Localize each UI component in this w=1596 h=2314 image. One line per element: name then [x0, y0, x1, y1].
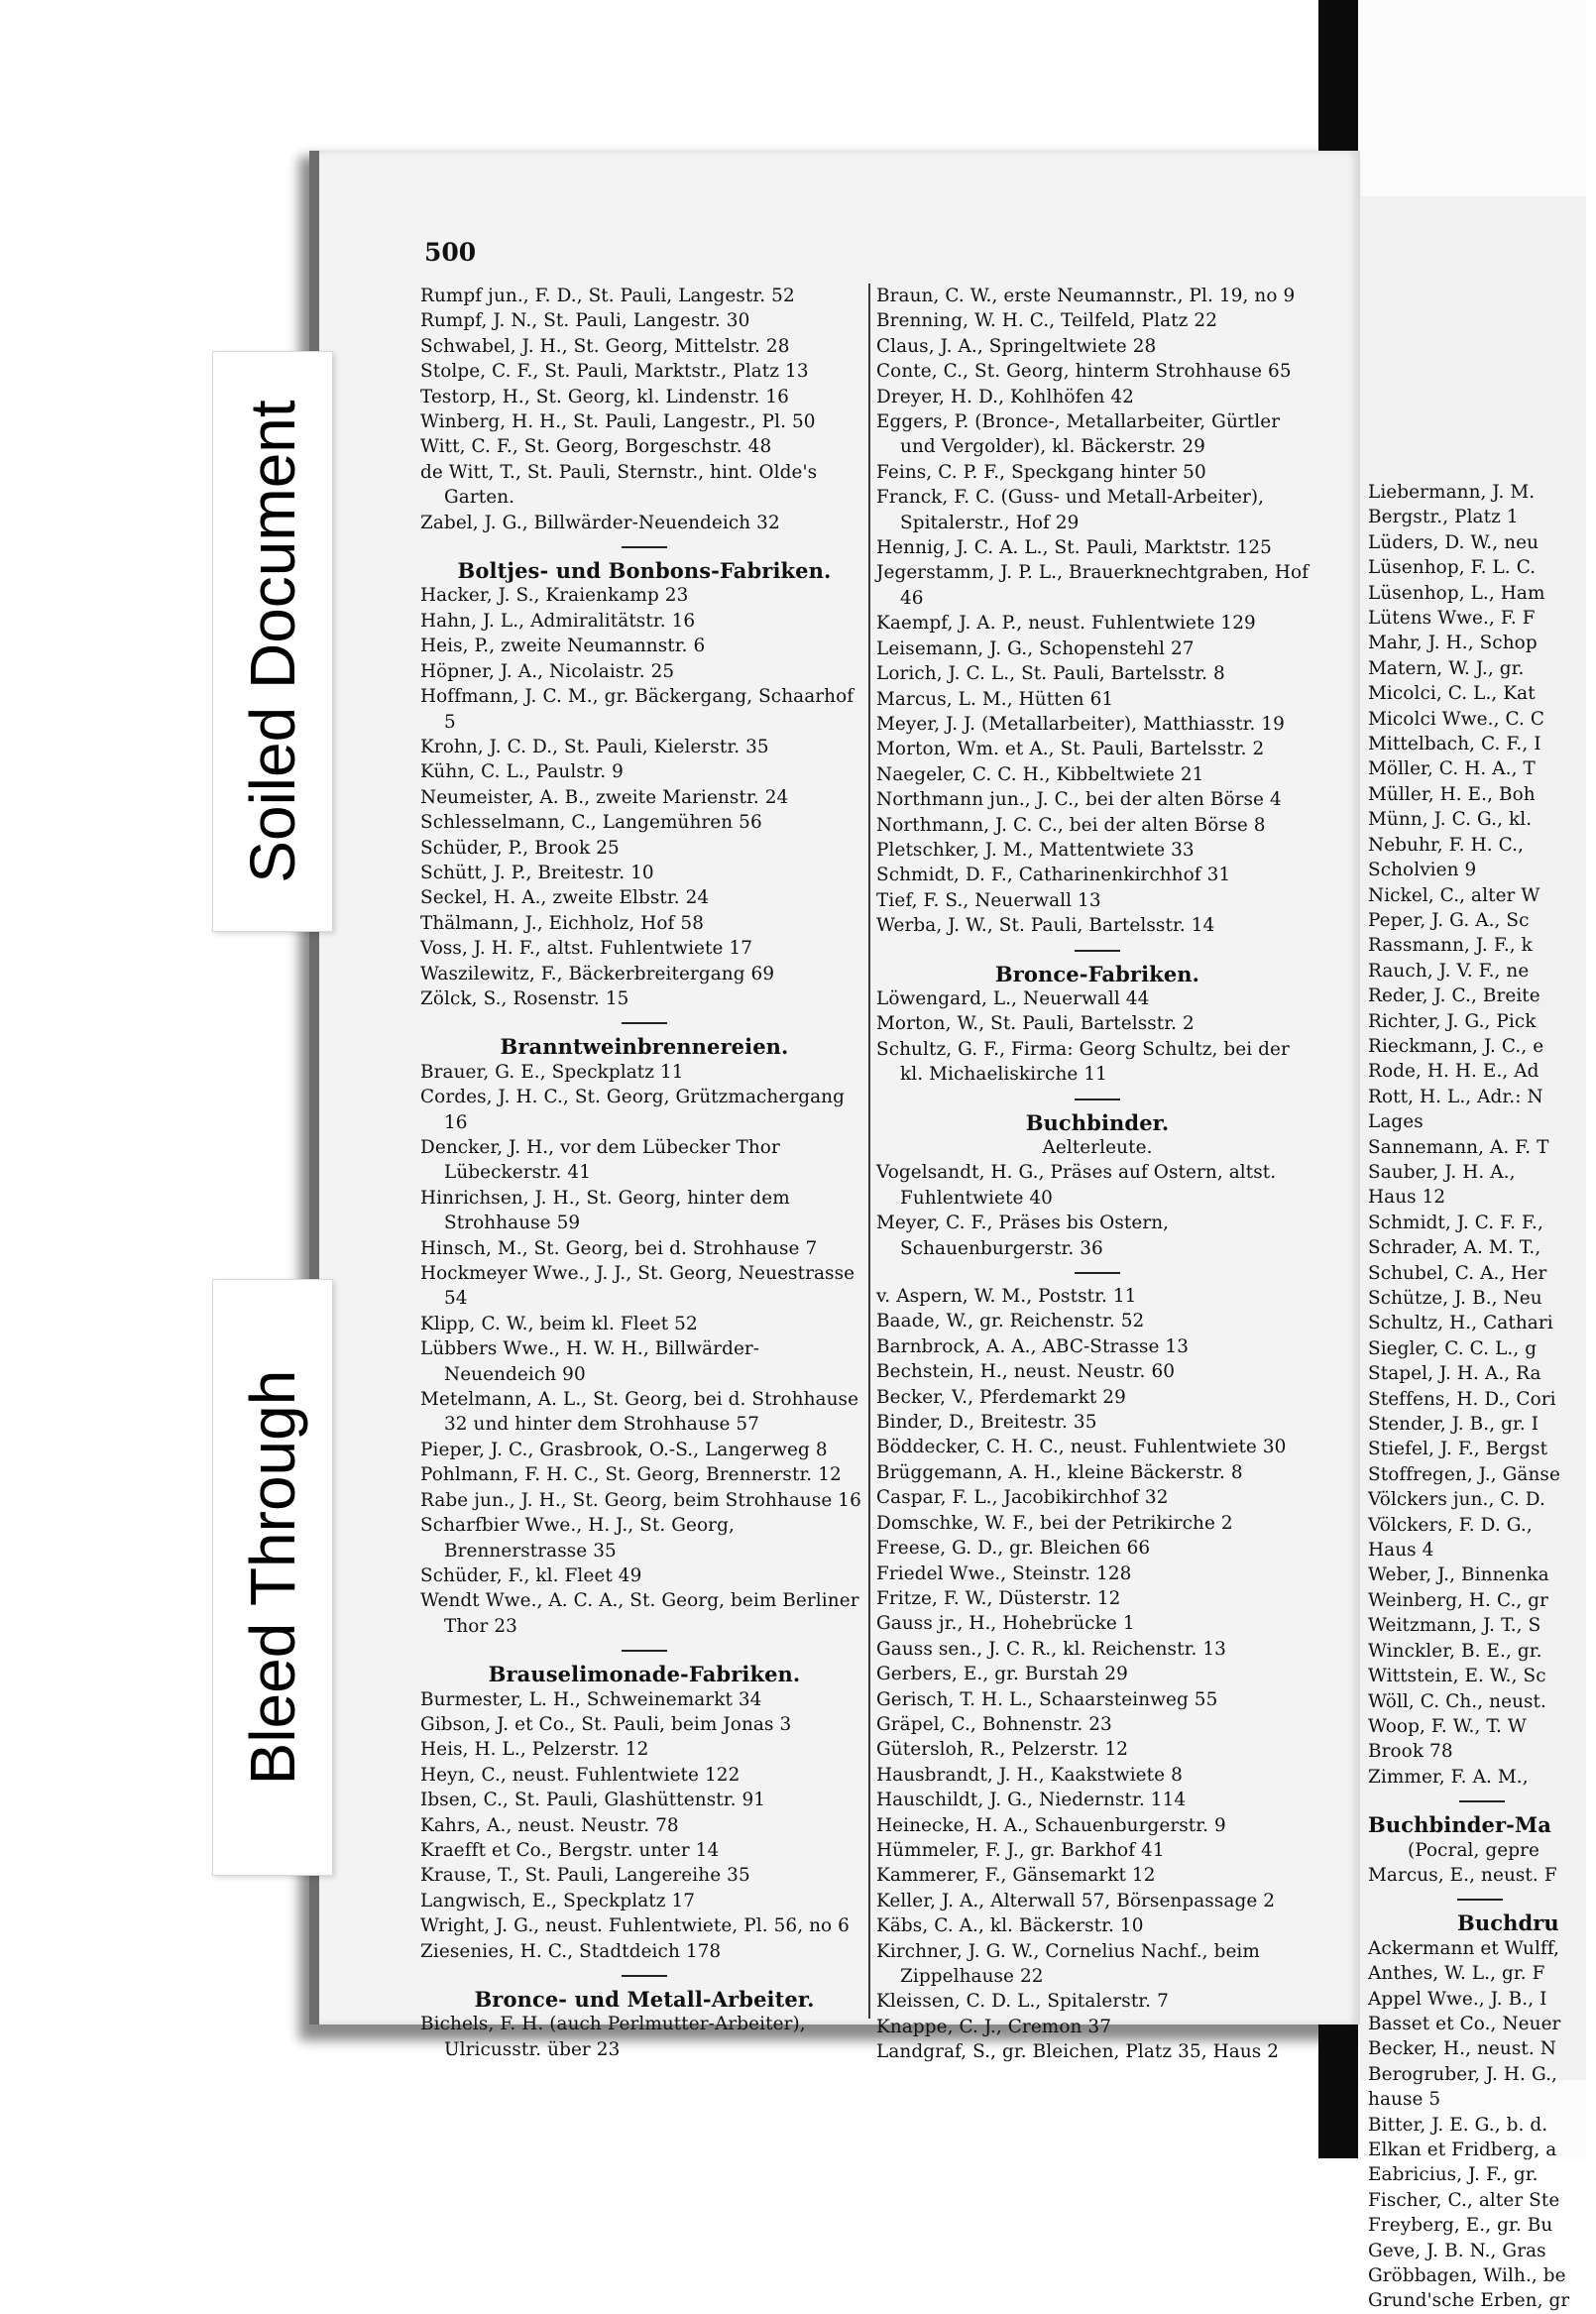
- directory-entry: Gerisch, T. H. L., Schaarsteinweg 55: [876, 1688, 1218, 1710]
- section-heading: Brauselimonade-Fabriken.: [488, 1662, 801, 1687]
- directory-entry: Fritze, F. W., Düsterstr. 12: [876, 1587, 1121, 1609]
- directory-entry: Thälmann, J., Eichholz, Hof 58: [420, 912, 705, 934]
- directory-entry: Nebuhr, F. H. C.,: [1368, 834, 1525, 856]
- directory-entry: Schütt, J. P., Breitestr. 10: [420, 862, 654, 883]
- section-rule: [622, 1975, 667, 1977]
- directory-entry: Rauch, J. V. F., ne: [1368, 960, 1530, 982]
- section-heading: Boltjes- und Bonbons-Fabriken.: [457, 558, 832, 584]
- directory-entry: Ackermann et Wulff,: [1368, 1937, 1560, 1959]
- directory-entry: Klipp, C. W., beim kl. Fleet 52: [420, 1313, 698, 1334]
- directory-entry: Becker, H., neust. N: [1368, 2038, 1556, 2060]
- directory-entry: Möller, C. H. A., T: [1368, 758, 1536, 780]
- directory-entry: Schultz, H., Cathari: [1368, 1313, 1553, 1334]
- directory-entry: Hausbrandt, J. H., Kaakstwiete 8: [876, 1764, 1183, 1786]
- directory-entry: Schüder, P., Brook 25: [420, 837, 620, 859]
- directory-entry: Bechstein, H., neust. Neustr. 60: [876, 1361, 1176, 1383]
- directory-entry: Weinberg, H. C., gr: [1368, 1589, 1549, 1611]
- section-rule: [622, 546, 667, 548]
- directory-entry: Schütze, J. B., Neu: [1368, 1288, 1542, 1309]
- entries-column3-c: [1368, 1936, 1596, 2314]
- directory-entry: Brook 78: [1368, 1741, 1453, 1763]
- section-rule: [1459, 1800, 1505, 1802]
- directory-entry: Wöll, C. Ch., neust.: [1368, 1690, 1546, 1712]
- directory-entry: Hennig, J. C. A. L., St. Pauli, Marktstr. 125: [876, 537, 1272, 559]
- directory-entry: Micolci, C. L., Kat: [1368, 683, 1536, 705]
- directory-entry: Gröbbagen, Wilh., be: [1368, 2265, 1566, 2287]
- directory-entry: Krause, T., St. Pauli, Langereihe 35: [420, 1865, 750, 1887]
- directory-entry: Löwengard, L., Neuerwall 44: [876, 987, 1150, 1009]
- directory-entry: Stoffregen, J., Gänse: [1368, 1463, 1560, 1485]
- directory-entry: Schüder, F., kl. Fleet 49: [420, 1564, 642, 1586]
- facing-page-column: [1368, 480, 1596, 2314]
- directory-entry: Scharfbier Wwe., H. J., St. Georg, Brennerstrasse 35: [420, 1515, 735, 1562]
- directory-entry: Hauschildt, J. G., Niedernstr. 114: [876, 1790, 1187, 1811]
- directory-entry: Bergstr., Platz 1: [1368, 507, 1519, 528]
- directory-entry: Braun, C. W., erste Neumannstr., Pl. 19, no 9: [876, 286, 1296, 306]
- section-heading: Bronce-Fabriken.: [994, 961, 1200, 986]
- directory-entry: Mahr, J. H., Schop: [1368, 633, 1538, 654]
- directory-entry: Schultz, G. F., Firma: Georg Schultz, bei der kl. Michaeliskirche 11: [876, 1038, 1290, 1086]
- directory-entry: Weber, J., Binnenka: [1368, 1564, 1549, 1586]
- column-left: [420, 284, 868, 2062]
- directory-entry: Rabe jun., J. H., St. Georg, beim Strohhause 16: [420, 1489, 861, 1511]
- directory-entry: Woop, F. W., T. W: [1368, 1715, 1527, 1737]
- directory-entry: Zimmer, F. A. M.,: [1368, 1766, 1529, 1788]
- directory-entry: Geve, J. B. N., Gras: [1368, 2240, 1546, 2261]
- entries-column2-a: [876, 284, 1318, 939]
- directory-entry: Eabricius, J. F., gr.: [1368, 2164, 1539, 2186]
- entries-column1-d: [420, 1687, 868, 1964]
- directory-entry: Zölck, S., Rosenstr. 15: [420, 987, 629, 1009]
- directory-entry: Metelmann, A. L., St. Georg, bei d. Strohhause 32 und hinter dem Strohhause 57: [420, 1389, 859, 1436]
- directory-entry: Stender, J. B., gr. I: [1368, 1414, 1539, 1436]
- directory-entry: Hümmeler, F. J., gr. Barkhof 41: [876, 1839, 1165, 1861]
- section-rule: [622, 1650, 667, 1652]
- directory-entry: Schmidt, D. F., Catharinenkirchhof 31: [876, 865, 1231, 886]
- directory-entry: Morton, Wm. et A., St. Pauli, Bartelsstr. 2: [876, 739, 1265, 760]
- directory-entry: Schubel, C. A., Her: [1368, 1262, 1547, 1284]
- directory-entry: Seckel, H. A., zweite Elbstr. 24: [420, 887, 710, 909]
- directory-entry: Heinecke, H. A., Schauenburgerstr. 9: [876, 1814, 1226, 1836]
- directory-entry: Northmann jun., J. C., bei der alten Börse 4: [876, 789, 1282, 811]
- section-rule: [1457, 1899, 1503, 1901]
- directory-entry: Zabel, J. G., Billwärder-Neuendeich 32: [420, 512, 780, 533]
- directory-entry: Ziesenies, H. C., Stadtdeich 178: [420, 1940, 722, 1962]
- directory-entry: Franck, F. C. (Guss- und Metall-Arbeiter), Spitalerstr., Hof 29: [876, 487, 1265, 533]
- section-subheading: (Pocral, gepre: [1408, 1839, 1540, 1861]
- entries-column2-d: [876, 1284, 1318, 2065]
- directory-entry: Schwabel, J. H., St. Georg, Mittelstr. 28: [420, 335, 790, 357]
- directory-entry: Keller, J. A., Alterwall 57, Börsenpassage 2: [876, 1890, 1276, 1911]
- directory-entry: Reder, J. C., Breite: [1368, 985, 1540, 1007]
- section-rule: [622, 1022, 667, 1024]
- directory-entry: v. Aspern, W. M., Poststr. 11: [876, 1286, 1137, 1308]
- directory-entry: Waszilewitz, F., Bäckerbreitergang 69: [420, 963, 775, 984]
- directory-entry: Hacker, J. S., Kraienkamp 23: [420, 585, 689, 607]
- directory-entry: Gerbers, E., gr. Burstah 29: [876, 1664, 1128, 1685]
- directory-entry: Rode, H. H. E., Ad: [1368, 1061, 1539, 1083]
- soiled-document-label: [212, 351, 333, 932]
- directory-entry: Haus 12: [1368, 1187, 1446, 1209]
- directory-entry: Dreyer, H. D., Kohlhöfen 42: [876, 386, 1134, 407]
- directory-entry: Münn, J. C. G., kl.: [1368, 809, 1533, 831]
- directory-entry: Weitzmann, J. T., S: [1368, 1615, 1541, 1637]
- section-heading: Buchdru: [1457, 1910, 1559, 1936]
- directory-entry: Mittelbach, C. F., I: [1368, 734, 1541, 755]
- directory-entry: Binder, D., Breitestr. 35: [876, 1412, 1097, 1434]
- directory-entry: Wright, J. G., neust. Fuhlentwiete, Pl. 56, no 6: [420, 1915, 850, 1937]
- directory-entry: Lübbers Wwe., H. W. H., Billwärder-Neuendeich 90: [420, 1338, 760, 1385]
- directory-entry: Conte, C., St. Georg, hinterm Strohhause 65: [876, 361, 1292, 383]
- directory-entry: Nickel, C., alter W: [1368, 884, 1540, 906]
- directory-entry: Elkan et Fridberg, a: [1368, 2140, 1557, 2160]
- directory-entry: Pieper, J. C., Grasbrook, O.-S., Langerweg 8: [420, 1439, 828, 1460]
- directory-entry: Schrader, A. M. T.,: [1368, 1237, 1541, 1259]
- directory-entry: Freese, G. D., gr. Bleichen 66: [876, 1538, 1151, 1560]
- directory-entry: Sauber, J. H. A.,: [1368, 1161, 1516, 1183]
- directory-entry: Winberg, H. H., St. Pauli, Langestr., Pl. 50: [420, 411, 816, 433]
- directory-entry: Böddecker, C. H. C., neust. Fuhlentwiete 30: [876, 1437, 1287, 1458]
- directory-entry: Krohn, J. C. D., St. Pauli, Kielerstr. 35: [420, 736, 769, 757]
- column-right: [876, 284, 1318, 2065]
- directory-entry: Leisemann, J. G., Schopenstehl 27: [876, 637, 1195, 659]
- directory-entry: Winckler, B. E., gr.: [1368, 1640, 1542, 1662]
- directory-entry: Hoffmann, J. C. M., gr. Bäckergang, Schaarhof 5: [420, 686, 855, 733]
- entries-column1-e: [420, 2012, 868, 2062]
- directory-entry: Grund'sche Erben, gr: [1368, 2290, 1570, 2312]
- entries-column1-c: [420, 1060, 868, 1639]
- directory-entry: Müller, H. E., Boh: [1368, 783, 1536, 805]
- directory-entry: Pohlmann, F. H. C., St. Georg, Brennerstr. 12: [420, 1464, 842, 1486]
- directory-entry: Meyer, J. J. (Metallarbeiter), Matthiasstr. 19: [876, 713, 1285, 735]
- directory-entry: Gütersloh, R., Pelzerstr. 12: [876, 1739, 1129, 1761]
- section-heading: Bronce- und Metall-Arbeiter.: [474, 1987, 815, 2012]
- directory-entry: Hinrichsen, J. H., St. Georg, hinter dem Strohhause 59: [420, 1187, 790, 1234]
- column-divider: [868, 284, 870, 2019]
- directory-entry: Rumpf, J. N., St. Pauli, Langestr. 30: [420, 310, 750, 332]
- directory-entry: Witt, C. F., St. Georg, Borgeschstr. 48: [420, 436, 772, 458]
- directory-entry: Hahn, J. L., Admiralitätstr. 16: [420, 610, 696, 632]
- page-number: 500: [424, 238, 477, 267]
- directory-entry: Eggers, P. (Bronce-, Metallarbeiter, Gürtler und Vergolder), kl. Bäckerstr. 29: [876, 411, 1281, 458]
- directory-entry: Sannemann, A. F. T: [1368, 1136, 1549, 1158]
- directory-entry: Völckers jun., C. D.: [1368, 1489, 1545, 1511]
- directory-entry: Brenning, W. H. C., Teilfeld, Platz 22: [876, 310, 1217, 332]
- directory-entry: Lüsenhop, F. L. C.: [1368, 557, 1537, 579]
- directory-entry: Stapel, J. H. A., Ra: [1368, 1363, 1541, 1385]
- entries-column1-b: [420, 583, 868, 1011]
- directory-entry: Hockmeyer Wwe., J. J., St. Georg, Neuestrasse 54: [420, 1263, 855, 1310]
- section-rule: [1075, 1272, 1120, 1274]
- directory-entry: Kammerer, F., Gänsemarkt 12: [876, 1865, 1156, 1887]
- section-rule: [1075, 950, 1120, 952]
- directory-entry: Bitter, J. E. G., b. d.: [1368, 2114, 1548, 2136]
- directory-entry: Pletschker, J. M., Mattentwiete 33: [876, 839, 1195, 861]
- section-subheading: Aelterleute.: [1042, 1137, 1153, 1158]
- directory-entry: Voss, J. H. F., altst. Fuhlentwiete 17: [420, 938, 753, 960]
- directory-entry: Stolpe, C. F., St. Pauli, Marktstr., Platz 13: [420, 361, 809, 383]
- directory-entry: Hinsch, M., St. Georg, bei d. Strohhause 7: [420, 1237, 818, 1259]
- directory-entry: hause 5: [1368, 2089, 1441, 2111]
- directory-entry: Landgraf, S., gr. Bleichen, Platz 35, Haus 2: [876, 2041, 1280, 2063]
- directory-entry: Brauer, G. E., Speckplatz 11: [420, 1061, 684, 1083]
- directory-entry: Schlesselmann, C., Langemühren 56: [420, 812, 762, 834]
- directory-entry: Heyn, C., neust. Fuhlentwiete 122: [420, 1764, 741, 1786]
- directory-entry: Berogruber, J. H. G.,: [1368, 2063, 1557, 2085]
- directory-entry: Friedel Wwe., Steinstr. 128: [876, 1562, 1132, 1584]
- directory-entry: Kühn, C. L., Paulstr. 9: [420, 761, 624, 783]
- directory-entry: Wittstein, E. W., Sc: [1368, 1666, 1546, 1687]
- directory-entry: Haus 4: [1368, 1540, 1434, 1562]
- directory-entry: Schmidt, J. C. F. F.,: [1368, 1212, 1543, 1233]
- directory-entry: Käbs, C. A., kl. Bäckerstr. 10: [876, 1915, 1144, 1937]
- directory-entry: Tief, F. S., Neuerwall 13: [876, 889, 1101, 911]
- directory-entry: Vogelsandt, H. G., Präses auf Ostern, altst. Fuhlentwiete 40: [876, 1162, 1277, 1209]
- bleed-through-label: [212, 1279, 333, 1876]
- directory-entry: Naegeler, C. C. H., Kibbeltwiete 21: [876, 763, 1204, 785]
- entries-column2-b: [876, 986, 1318, 1088]
- directory-entry: Fischer, C., alter Ste: [1368, 2189, 1560, 2211]
- directory-entry: Burmester, L. H., Schweinemarkt 34: [420, 1688, 762, 1710]
- directory-entry: Barnbrock, A. A., ABC-Strasse 13: [876, 1335, 1190, 1357]
- directory-entry: Kleissen, C. D. L., Spitalerstr. 7: [876, 1991, 1169, 2013]
- directory-entry: Becker, V., Pferdemarkt 29: [876, 1386, 1126, 1408]
- directory-entry: Peper, J. G. A., Sc: [1368, 909, 1530, 931]
- directory-entry: Morton, W., St. Pauli, Bartelsstr. 2: [876, 1013, 1195, 1035]
- directory-entry: Meyer, C. F., Präses bis Ostern, Schauenburgerstr. 36: [876, 1213, 1170, 1259]
- directory-entry: Matern, W. J., gr.: [1368, 657, 1525, 679]
- facing-page: [1360, 196, 1586, 2312]
- directory-entry: Kirchner, J. G. W., Cornelius Nachf., beim Zippelhause 22: [876, 1940, 1260, 1987]
- directory-entry: Lüsenhop, L., Ham: [1368, 582, 1545, 604]
- directory-entry: Kaempf, J. A. P., neust. Fuhlentwiete 129: [876, 613, 1256, 635]
- directory-entry: Wendt Wwe., A. C. A., St. Georg, beim Berliner Thor 23: [420, 1590, 859, 1637]
- directory-entry: Jegerstamm, J. P. L., Brauerknechtgraben, Hof 46: [876, 562, 1310, 609]
- section-rule: [1075, 1099, 1120, 1100]
- directory-entry: Cordes, J. H. C., St. Georg, Grützmachergang 16: [420, 1087, 846, 1133]
- directory-entry: Siegler, C. C. L., g: [1368, 1337, 1538, 1359]
- directory-entry: Ibsen, C., St. Pauli, Glashüttenstr. 91: [420, 1790, 766, 1811]
- soiled-document-text: Soiled Document: [237, 400, 308, 883]
- directory-entry: Richter, J. G., Pick: [1368, 1010, 1537, 1032]
- directory-entry: Rassmann, J. F., k: [1368, 935, 1533, 957]
- directory-entry: Freyberg, E., gr. Bu: [1368, 2215, 1553, 2237]
- directory-entry: Stiefel, J. F., Bergst: [1368, 1439, 1548, 1460]
- directory-entry: Neumeister, A. B., zweite Marienstr. 24: [420, 786, 789, 808]
- directory-entry: Höpner, J. A., Nicolaistr. 25: [420, 660, 675, 682]
- entries-column1-a: [420, 284, 868, 535]
- directory-entry: Dencker, J. H., vor dem Lübecker Thor Lübeckerstr. 41: [420, 1137, 780, 1184]
- section-heading: Buchbinder-Ma: [1368, 1812, 1551, 1838]
- directory-entry: Lüders, D. W., neu: [1368, 531, 1539, 553]
- directory-entry: Gauss sen., J. C. R., kl. Reichenstr. 13: [876, 1638, 1226, 1660]
- directory-entry: Langwisch, E., Speckplatz 17: [420, 1890, 696, 1911]
- section-heading: Branntweinbrennereien.: [500, 1034, 789, 1060]
- directory-entry: Anthes, W. L., gr. F: [1368, 1963, 1545, 1985]
- directory-entry: Baade, W., gr. Reichenstr. 52: [876, 1311, 1145, 1332]
- directory-entry: Feins, C. P. F., Speckgang hinter 50: [876, 461, 1206, 483]
- directory-entry: Bichels, F. H. (auch Perlmutter-Arbeiter), Ulricusstr. über 23: [420, 2014, 806, 2060]
- directory-entry: Gauss jr., H., Hohebrücke 1: [876, 1613, 1135, 1635]
- directory-entry: Marcus, L. M., Hütten 61: [876, 688, 1114, 710]
- directory-entry: Domschke, W. F., bei der Petrikirche 2: [876, 1512, 1233, 1534]
- directory-entry: Liebermann, J. M.: [1368, 482, 1536, 503]
- directory-entry: Scholvien 9: [1368, 860, 1477, 881]
- directory-entry: Rott, H. L., Adr.: N: [1368, 1086, 1543, 1107]
- directory-entry: Claus, J. A., Springeltwiete 28: [876, 335, 1157, 357]
- directory-entry: Marcus, E., neust. F: [1368, 1864, 1557, 1886]
- directory-entry: Gräpel, C., Bohnenstr. 23: [876, 1713, 1112, 1735]
- directory-entry: Heis, H. L., Pelzerstr. 12: [420, 1739, 649, 1761]
- directory-entry: Rumpf jun., F. D., St. Pauli, Langestr. 52: [420, 286, 795, 306]
- directory-entry: Völckers, F. D. G.,: [1368, 1514, 1533, 1536]
- entries-column3-b: [1368, 1863, 1596, 1888]
- section-heading: Buchbinder.: [1025, 1109, 1170, 1135]
- bleed-through-text: Bleed Through: [237, 1369, 308, 1786]
- directory-entry: Brüggemann, A. H., kleine Bäckerstr. 8: [876, 1461, 1243, 1483]
- directory-entry: Kraefft et Co., Bergstr. unter 14: [420, 1839, 720, 1861]
- directory-entry: Werba, J. W., St. Pauli, Bartelsstr. 14: [876, 915, 1215, 937]
- directory-entry: Northmann, J. C. C., bei der alten Börse 8: [876, 814, 1266, 836]
- directory-entry: Testorp, H., St. Georg, kl. Lindenstr. 16: [420, 386, 789, 407]
- directory-entry: Appel Wwe., J. B., I: [1368, 1988, 1547, 2010]
- directory-entry: Heis, P., zweite Neumannstr. 6: [420, 636, 706, 657]
- directory-entry: Rieckmann, J. C., e: [1368, 1035, 1544, 1057]
- directory-entry: de Witt, T., St. Pauli, Sternstr., hint. Olde's Garten.: [420, 461, 818, 509]
- entries-column3-a: [1368, 480, 1596, 1790]
- directory-entry: Caspar, F. L., Jacobikirchhof 32: [876, 1487, 1169, 1509]
- directory-entry: Lages: [1368, 1111, 1424, 1133]
- directory-entry: Knappe, C. J., Cremon 37: [876, 2016, 1112, 2037]
- directory-entry: Lütens Wwe., F. F: [1368, 608, 1536, 630]
- directory-entry: Micolci Wwe., C. C: [1368, 708, 1545, 730]
- directory-entry: Steffens, H. D., Cori: [1368, 1388, 1556, 1410]
- entries-column2-c: [876, 1160, 1318, 1261]
- directory-entry: Lorich, J. C. L., St. Pauli, Bartelsstr. 8: [876, 663, 1225, 685]
- directory-entry: Basset et Co., Neuer: [1368, 2013, 1561, 2034]
- directory-entry: Kahrs, A., neust. Neustr. 78: [420, 1814, 679, 1836]
- directory-entry: Gibson, J. et Co., St. Pauli, beim Jonas 3: [420, 1713, 792, 1735]
